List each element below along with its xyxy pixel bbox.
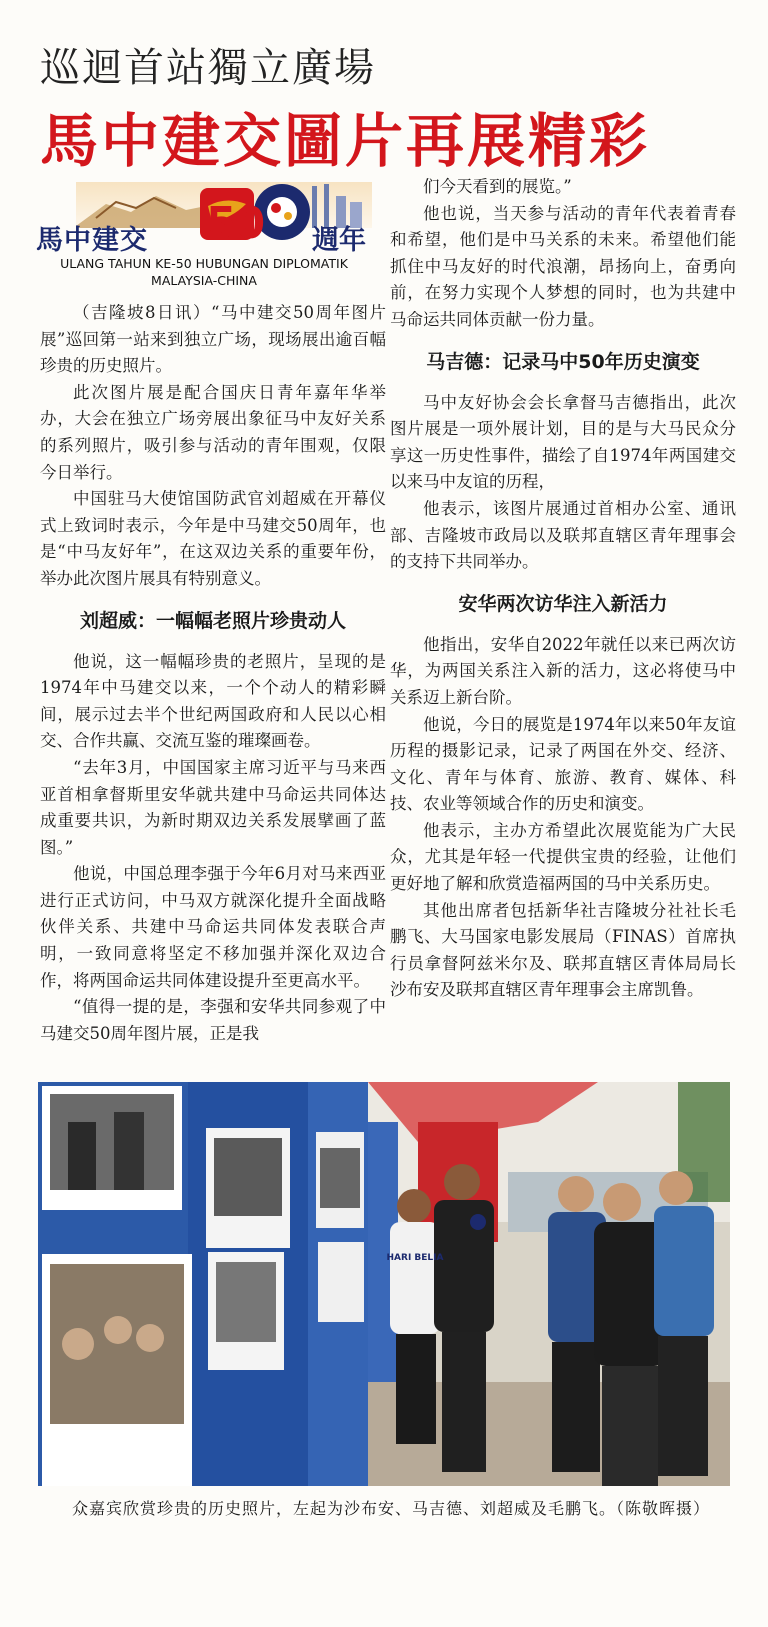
anniversary-logo — [36, 182, 372, 290]
right-column — [390, 174, 736, 1004]
paragraph: （吉隆坡8日讯）“马中建交50周年图片展”巡回第一站来到独立广场，现场展出逾百幅珍贵的历史照片。 — [40, 303, 386, 376]
exhibition-photo-graphic — [38, 1082, 730, 1486]
main-headline: 馬中建交圖片再展精彩 — [40, 107, 651, 175]
logo-title-right: 週年 — [312, 225, 366, 256]
paragraph: 其他出席者包括新华社吉隆坡分社社长毛鹏飞、大马国家电影发展局（FINAS）首席执行员拿督阿兹米尔及、联邦直辖区青体局局长沙布安及联邦直辖区青年理事会主席凯鲁。 — [390, 900, 736, 1000]
paragraph: 他说，今日的展览是1974年以来50年友谊历程的摄影记录，记录了两国在外交、经济、文化、青年与体育、旅游、教育、媒体、科技、农业等领域合作的历史和演变。 — [390, 714, 736, 814]
left-column — [40, 300, 386, 1047]
subheading: 刘超威：一幅幅老照片珍贵动人 — [79, 609, 346, 632]
paragraph: 马中友好协会会长拿督马吉德指出，此次图片展是一项外展计划，目的是与大马民众分享这一历史性事件，描绘了自1974年两国建交以来马中友谊的历程， — [390, 392, 736, 492]
paragraph: 他表示，主办方希望此次展览能为广大民众，尤其是年轻一代提供宝贵的经验，让他们更好地了解和欣赏造福两国的马中关系历史。 — [390, 820, 736, 894]
paragraph: 他说，这一幅幅珍贵的老照片，呈现的是1974年中马建交以来，一个个动人的精彩瞬间，展示过去半个世纪两国政府和人民以心相交、合作共赢、交流互鉴的璀璨画卷。 — [40, 651, 386, 751]
paragraph: 他说，中国总理李强于今年6月对马来西亚进行正式访问，中马双方就深化提升全面战略伙伴关系、共建中马命运共同体发表联合声明，一致同意将坚定不移加强并深化双边合作，将两国命运共同体建设提升至更高水平。 — [40, 864, 386, 990]
subheading: 安华两次访华注入新活力 — [458, 592, 668, 615]
paragraph: 他指出，安华自2022年就任以来已两次访华，为两国关系注入新的活力，这必将使马中关系迈上新台阶。 — [390, 634, 736, 707]
paragraph: 们今天看到的展览。” — [423, 177, 572, 196]
logo-subtitle-1: ULANG TAHUN KE-50 HUBUNGAN DIPLOMATIK — [60, 256, 348, 271]
paragraph: 中国驻马大使馆国防武官刘超威在开幕仪式上致词时表示，今年是中马建交50周年，也是“中马友好年”，在这双边关系的重要年份，举办此次图片展具有特别意义。 — [40, 489, 386, 588]
paragraph: 他表示，该图片展通过首相办公室、通讯部、吉隆坡市政局以及联邦直辖区青年理事会的支持下共同举办。 — [390, 498, 736, 572]
paragraph: “去年3月，中国国家主席习近平与马来西亚首相拿督斯里安华就共建中马命运共同体达成重要共识，为新时期双边关系发展擘画了蓝图。” — [40, 757, 386, 857]
subheading: 马吉德：记录马中50年历史演变 — [426, 350, 700, 373]
logo-number: 50 — [206, 198, 264, 249]
logo-title-left: 馬中建交 — [36, 225, 148, 256]
exhibition-photo — [38, 1082, 730, 1486]
kicker-headline: 巡迴首站獨立廣場 — [40, 45, 376, 91]
paragraph: 此次图片展是配合国庆日青年嘉年华举办，大会在独立广场旁展出象征马中友好关系的系列照片，吸引参与活动的青年围观，仅限今日举行。 — [40, 382, 386, 482]
photo-caption: 众嘉宾欣赏珍贵的历史照片，左起为沙布安、马吉德、刘超威及毛鹏飞。（陈敬晖摄） — [72, 1499, 711, 1518]
logo-subtitle-2: MALAYSIA-CHINA — [151, 273, 257, 288]
paragraph: “值得一提的是，李强和安华共同参观了中马建交50周年图片展，正是我 — [40, 997, 386, 1043]
paragraph: 他也说，当天参与活动的青年代表着青春和希望，他们是中马关系的未来。希望他们能抓住中马友好的时代浪潮，昂扬向上，奋勇向前，在努力实现个人梦想的同时，也为共建中马命运共同体贡献一份力量。 — [390, 203, 736, 329]
shirt-text: HARI BELIA — [386, 1253, 444, 1263]
